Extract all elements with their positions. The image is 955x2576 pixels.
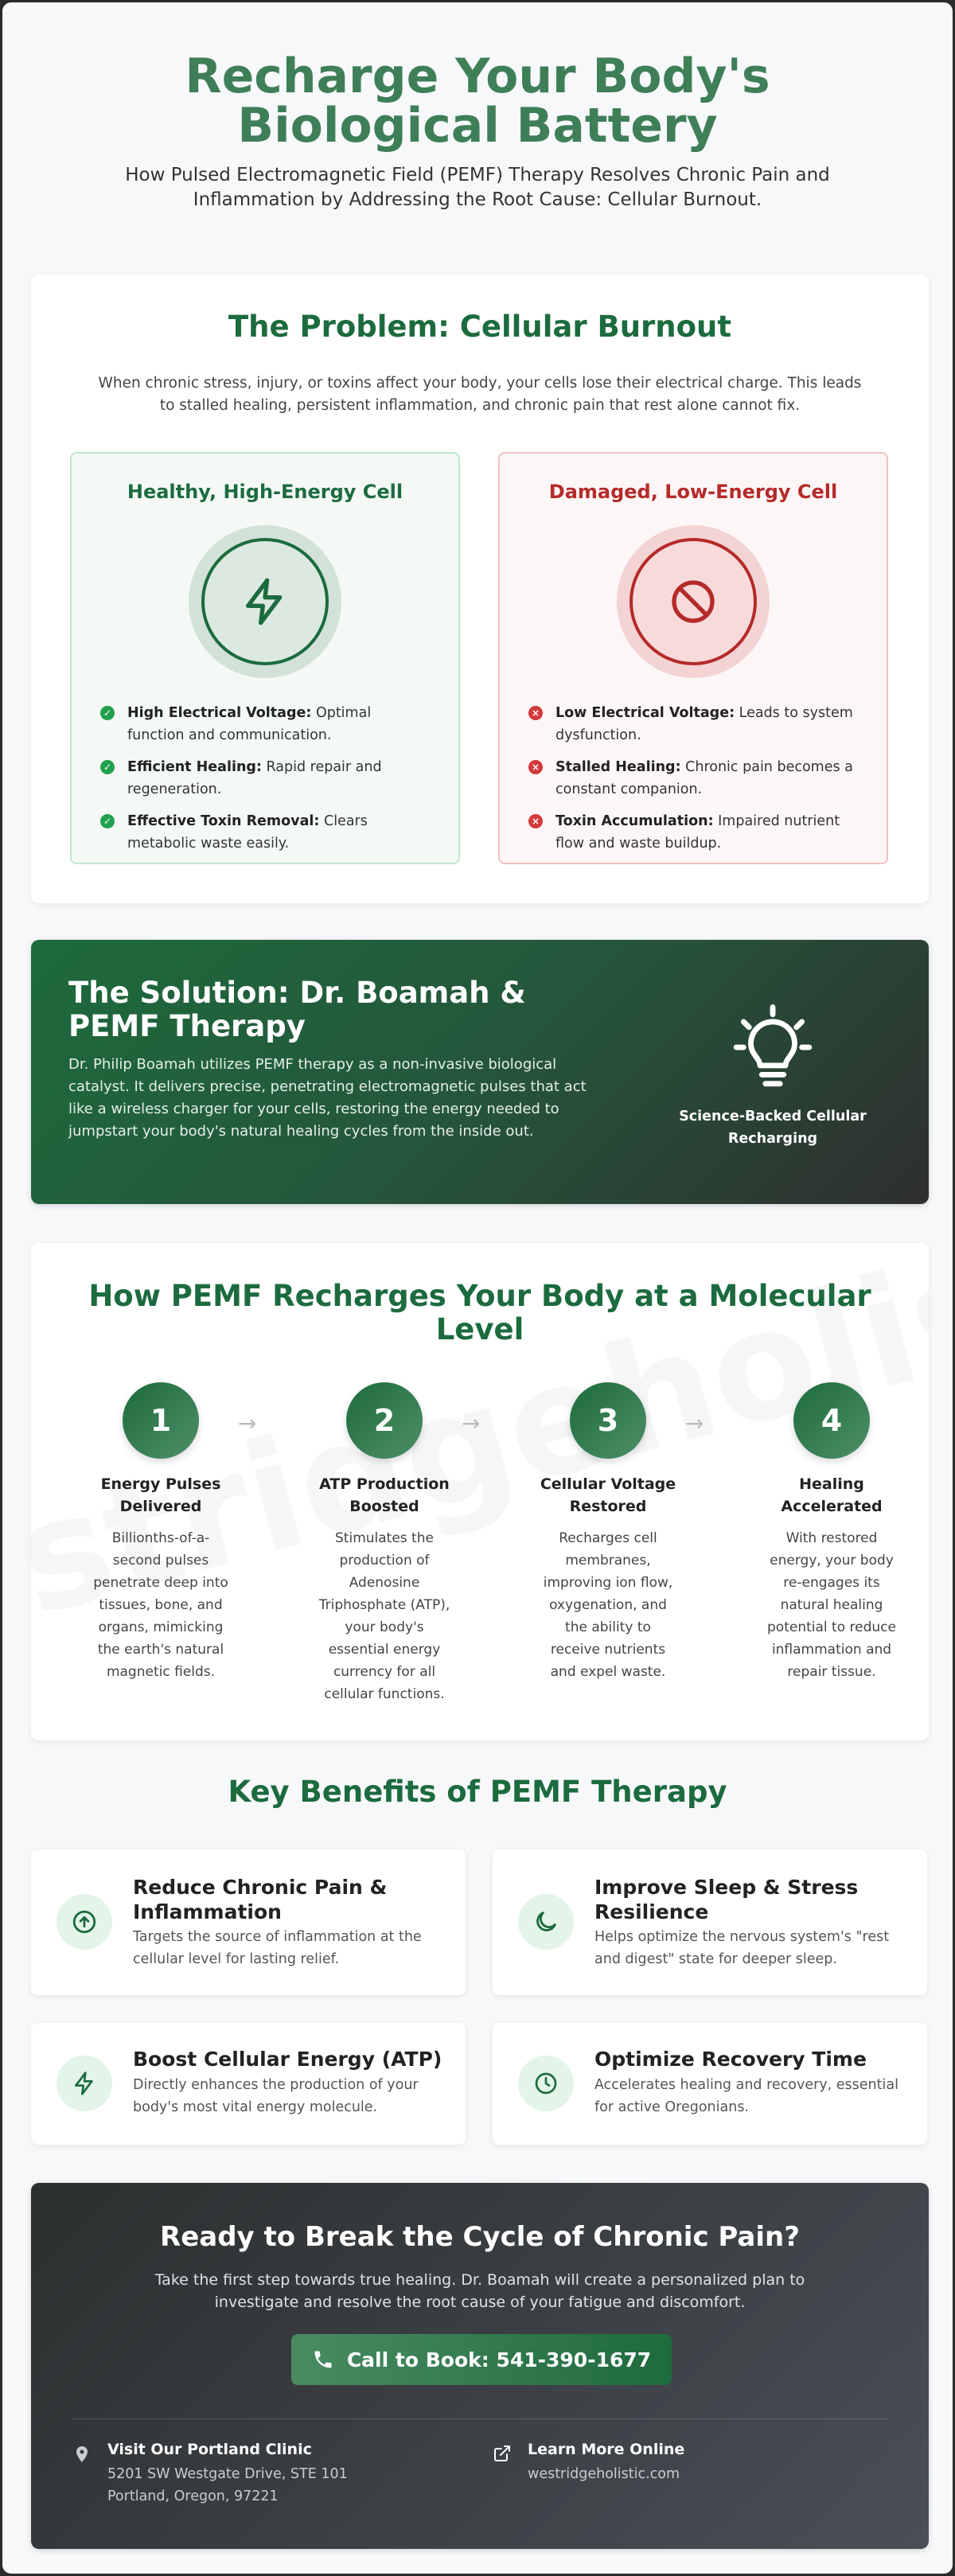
call-to-book-label: Call to Book: 541-390-1677 [346, 2348, 652, 2371]
benefit-text: Helps optimize the nervous system's "rest and digest" state for deeper sleep. [594, 1929, 890, 1967]
solution-title: The Solution: Dr. Boamah & PEMF Therapy [68, 976, 526, 1043]
benefit-title: Reduce Chronic Pain & Inflammation [133, 1876, 388, 1923]
benefit-title: Improve Sleep & Stress Resilience [594, 1876, 859, 1923]
healthy-cell-card [70, 452, 460, 864]
benefit-title: Optimize Recovery Time [594, 2048, 867, 2071]
problem-title: The Problem: Cellular Burnout [228, 310, 732, 344]
benefit-card-sleep [493, 1849, 927, 1995]
solution-badge-label: Science-Backed Cellular Recharging [679, 1109, 867, 1147]
list-item: ✓ High Electrical Voltage: Optimal function and communication. [100, 702, 430, 746]
step-number: 3 [570, 1382, 646, 1459]
clinic-title: Visit Our Portland Clinic [107, 2441, 312, 2458]
step-1 [65, 1382, 256, 1683]
cta-subtitle: Take the first step towards true healing. Dr. Boamah will create a personalized plan to investigate and resolve the root cause of your fatigue and discomfort. [154, 2271, 805, 2311]
step-text: Billionths-of-a-second pulses penetrate deep into tissues, bone, and organs, mimicking the earth's natural magnetic fields. [93, 1530, 228, 1680]
step-number: 4 [793, 1382, 870, 1459]
list-item: × Stalled Healing: Chronic pain becomes a constant companion. [528, 756, 858, 801]
damaged-cell-card [498, 452, 888, 864]
benefit-card-pain [31, 1849, 466, 1995]
solution-section [31, 940, 929, 1204]
lightning-icon [57, 2056, 112, 2111]
step-title: ATP Production Boosted [319, 1475, 450, 1515]
location-pin-icon [72, 2444, 92, 2465]
clock-icon [518, 2056, 574, 2111]
lightbulb-icon [729, 1004, 817, 1091]
list-item: × Low Electrical Voltage: Leads to system dysfunction. [528, 702, 858, 746]
solution-body: Dr. Philip Boamah utilizes PEMF therapy as a non-invasive biological catalyst. It delivers precise, penetrating electromagnetic pulses that act like a wireless charger for your cells, restoring the energy needed to jumpstart your body's natural healing cycles from the inside out. [68, 1056, 587, 1140]
phone-icon [312, 2348, 334, 2371]
check-icon: ✓ [100, 760, 115, 774]
step-4 [736, 1382, 927, 1683]
arrow-right-icon: → [685, 1410, 704, 1436]
benefit-text: Targets the source of inflammation at the cellular level for lasting relief. [133, 1929, 422, 1967]
step-number: 2 [346, 1382, 423, 1459]
list-item: ✓ Effective Toxin Removal: Clears metabolic waste easily. [100, 810, 430, 855]
problem-section [31, 275, 929, 903]
website-link[interactable]: westridgeholistic.com [528, 2466, 680, 2482]
page-title: Recharge Your Body's Biological Battery [185, 49, 770, 154]
x-icon: × [528, 760, 543, 774]
healthy-cell-graphic [189, 525, 341, 678]
process-title: How PEMF Recharges Your Body at a Molecular Level [88, 1279, 871, 1346]
benefit-card-recovery [493, 2023, 927, 2145]
arrow-right-icon: → [462, 1410, 481, 1436]
clinic-address-line1: 5201 SW Westgate Drive, STE 101 [107, 2466, 348, 2482]
benefit-text: Directly enhances the production of your body's most vital energy molecule. [133, 2077, 419, 2115]
cta-title: Ready to Break the Cycle of Chronic Pain? [160, 2221, 800, 2253]
step-title: Cellular Voltage Restored [540, 1475, 676, 1515]
page-subtitle: How Pulsed Electromagnetic Field (PEMF) Therapy Resolves Chronic Pain and Inflammation by Addressing the Root Cause: Cellular Burnout. [125, 165, 830, 210]
step-3 [513, 1382, 704, 1683]
step-number: 1 [123, 1382, 199, 1459]
step-2 [289, 1382, 480, 1705]
step-text: Recharges cell membranes, improving ion flow, oxygenation, and the ability to receive nutrients and expel waste. [543, 1530, 673, 1680]
benefit-text: Accelerates healing and recovery, essential for active Oregonians. [594, 2077, 898, 2115]
damaged-cell-graphic [617, 525, 770, 678]
step-text: With restored energy, your body re-engages its natural healing potential to reduce inflammation and repair tissue. [767, 1530, 896, 1680]
online-title: Learn More Online [528, 2441, 685, 2458]
external-link-icon [493, 2444, 512, 2463]
benefit-title: Boost Cellular Energy (ATP) [133, 2048, 442, 2071]
benefit-card-energy [31, 2023, 466, 2145]
check-icon: ✓ [100, 814, 115, 828]
x-icon: × [528, 706, 543, 720]
call-to-book-button[interactable] [291, 2334, 672, 2385]
divider [72, 2418, 887, 2419]
benefits-title: Key Benefits of PEMF Therapy [228, 1775, 727, 1809]
list-item: × Toxin Accumulation: Impaired nutrient flow and waste buildup. [528, 810, 858, 855]
step-title: Energy Pulses Delivered [100, 1475, 221, 1515]
list-item: ✓ Efficient Healing: Rapid repair and regeneration. [100, 756, 430, 801]
problem-intro: When chronic stress, injury, or toxins affect your body, your cells lose their electrical charge. This leads to stalled healing, persistent inflammation, and chronic pain that rest alone cannot fix. [98, 375, 862, 414]
moon-icon [518, 1894, 574, 1950]
check-icon: ✓ [100, 706, 115, 720]
process-section [31, 1243, 929, 1740]
damaged-cell-title: Damaged, Low-Energy Cell [548, 481, 838, 503]
step-title: Healing Accelerated [781, 1475, 883, 1515]
lightning-icon [240, 576, 290, 627]
clinic-address-line2: Portland, Oregon, 97221 [107, 2488, 279, 2504]
x-icon: × [528, 814, 543, 828]
hero [2, 2, 953, 212]
healthy-cell-title: Healthy, High-Energy Cell [127, 481, 403, 503]
step-text: Stimulates the production of Adenosine Triphosphate (ATP), your body's essential energy currency for all cellular functions. [318, 1530, 450, 1702]
arrow-right-icon: → [238, 1410, 257, 1436]
solution-badge [653, 1004, 892, 1150]
cta-section [31, 2183, 929, 2549]
arrow-up-circle-icon [57, 1894, 112, 1950]
prohibited-icon [668, 576, 719, 627]
